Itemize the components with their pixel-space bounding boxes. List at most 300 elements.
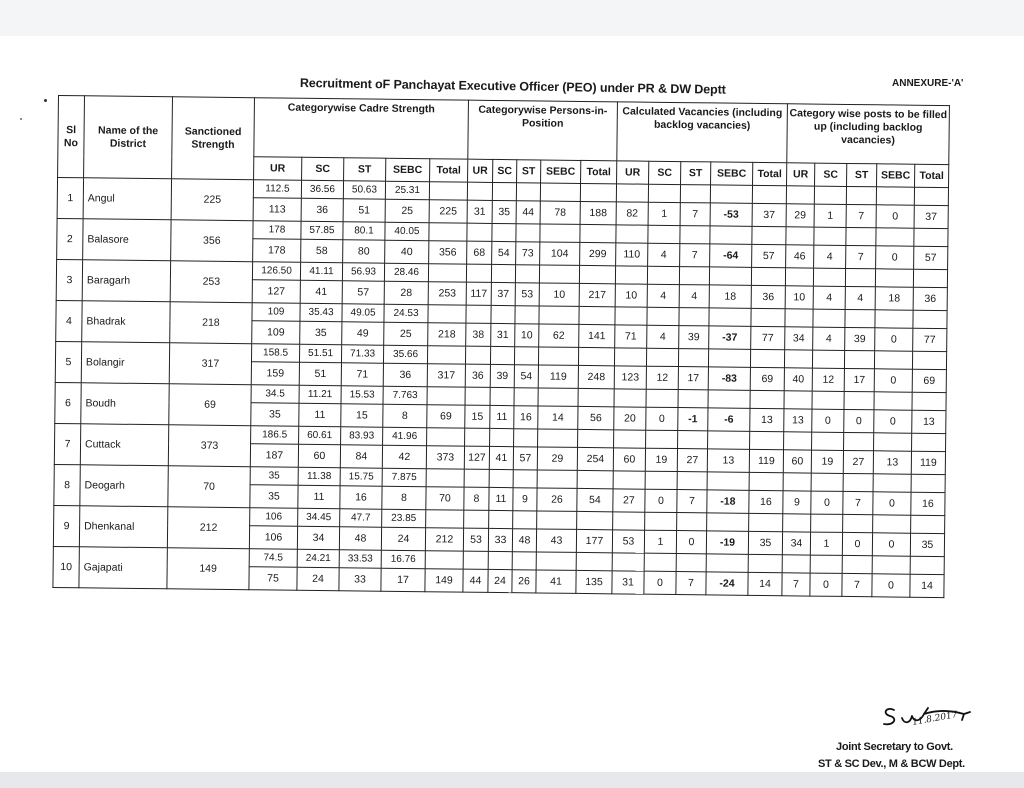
- empty-cell: [490, 387, 514, 405]
- vacancies-sebc-cell: -24: [706, 572, 748, 595]
- empty-cell: [577, 511, 613, 529]
- empty-cell: [752, 185, 786, 203]
- cadre-exact-ur: 186.5: [251, 426, 299, 445]
- sanctioned-strength-cell: 253: [170, 261, 252, 303]
- cadre-exact-sc: 11.38: [298, 467, 340, 485]
- empty-cell: [647, 307, 679, 325]
- empty-cell: [579, 265, 615, 283]
- persons-total-cell: 54: [577, 488, 613, 511]
- sl-no-cell: 8: [54, 464, 80, 505]
- empty-cell: [515, 265, 539, 283]
- cadre-sebc-cell: 8: [383, 404, 427, 427]
- empty-cell: [785, 309, 813, 327]
- cadre-exact-sebc: 24.53: [384, 304, 428, 322]
- empty-cell: [427, 428, 465, 446]
- empty-cell: [707, 472, 749, 490]
- signature-date: 11.8.2017: [911, 710, 959, 728]
- empty-cell: [513, 511, 537, 529]
- posts-ur-cell: 60: [783, 450, 811, 473]
- posts-st-cell: 7: [843, 491, 873, 514]
- sl-no-cell: 4: [56, 300, 82, 341]
- persons-total-cell: 135: [576, 570, 612, 593]
- empty-cell: [578, 388, 614, 406]
- header-persons-total: Total: [581, 160, 617, 183]
- cadre-exact-sebc: 35.66: [383, 345, 427, 363]
- cadre-exact-st: 56.93: [342, 263, 384, 281]
- posts-sc-cell: 12: [812, 368, 844, 391]
- district-name-cell: Boudh: [81, 383, 169, 425]
- persons-sebc-cell: 119: [538, 365, 578, 388]
- vacancies-sc-cell: 19: [645, 448, 677, 471]
- empty-cell: [842, 555, 872, 573]
- empty-cell: [539, 265, 579, 283]
- posts-st-cell: 4: [845, 286, 875, 309]
- recruitment-table: [52, 95, 950, 598]
- empty-cell: [914, 228, 948, 246]
- cadre-total-cell: 149: [425, 569, 463, 592]
- persons-ur-cell: 36: [465, 364, 490, 387]
- persons-sebc-cell: 104: [540, 242, 580, 265]
- empty-cell: [708, 349, 750, 367]
- posts-sc-cell: 1: [810, 532, 842, 555]
- vacancies-sebc-cell: 18: [709, 285, 751, 308]
- empty-cell: [676, 554, 706, 572]
- persons-st-cell: 48: [512, 529, 536, 552]
- empty-cell: [874, 392, 912, 410]
- empty-cell: [872, 556, 910, 574]
- empty-cell: [843, 514, 873, 532]
- empty-cell: [464, 469, 489, 487]
- posts-total-cell: 57: [914, 246, 948, 269]
- empty-cell: [783, 514, 811, 532]
- persons-st-cell: 10: [515, 324, 539, 347]
- persons-total-cell: 217: [579, 283, 615, 306]
- empty-cell: [491, 264, 515, 282]
- header-vacancies-sebc: SEBC: [711, 162, 753, 185]
- empty-cell: [912, 433, 946, 451]
- empty-cell: [911, 474, 945, 492]
- empty-cell: [464, 510, 489, 528]
- viewer-top-bar: [0, 0, 1024, 36]
- header-group-posts: Category wise posts to be filled up (including backlog vacancies): [787, 104, 950, 165]
- cadre-exact-ur: 34.5: [251, 385, 299, 404]
- cadre-st-cell: 80: [343, 240, 385, 263]
- empty-cell: [846, 186, 876, 204]
- sanctioned-strength-cell: 212: [167, 507, 249, 549]
- empty-cell: [513, 470, 537, 488]
- persons-sc-cell: 37: [491, 282, 515, 305]
- posts-sc-cell: 0: [810, 573, 842, 596]
- persons-sebc-cell: 41: [536, 570, 576, 593]
- document-page: [0, 36, 1024, 772]
- cadre-st-cell: 71: [341, 363, 383, 386]
- empty-cell: [647, 266, 679, 284]
- district-name-cell: Balasore: [83, 219, 171, 261]
- posts-sc-cell: 4: [814, 245, 846, 268]
- vacancies-total-cell: 119: [749, 449, 783, 472]
- sl-no-cell: 1: [57, 178, 83, 219]
- empty-cell: [427, 387, 465, 405]
- empty-cell: [514, 347, 538, 365]
- posts-ur-cell: 9: [783, 491, 811, 514]
- vacancies-sc-cell: 0: [646, 407, 678, 430]
- empty-cell: [427, 346, 465, 364]
- empty-cell: [873, 515, 911, 533]
- empty-cell: [537, 470, 577, 488]
- cadre-exact-ur: 158.5: [251, 344, 299, 363]
- cadre-exact-sc: 41.11: [300, 262, 342, 280]
- empty-cell: [514, 429, 538, 447]
- empty-cell: [539, 306, 579, 324]
- persons-sc-cell: 39: [490, 364, 514, 387]
- cadre-exact-st: 15.75: [340, 468, 382, 486]
- empty-cell: [538, 429, 578, 447]
- persons-ur-cell: 117: [466, 282, 491, 305]
- empty-cell: [465, 387, 490, 405]
- posts-total-cell: 37: [914, 205, 948, 228]
- vacancies-ur-cell: 60: [613, 448, 645, 471]
- empty-cell: [578, 347, 614, 365]
- cadre-exact-st: 49.05: [342, 304, 384, 322]
- cadre-ur-cell: 35: [250, 485, 298, 509]
- persons-ur-cell: 8: [464, 487, 489, 510]
- cadre-st-cell: 16: [340, 486, 382, 509]
- vacancies-ur-cell: 20: [614, 407, 646, 430]
- empty-cell: [489, 469, 513, 487]
- vacancies-sebc-cell: -53: [710, 203, 752, 226]
- persons-sc-cell: 11: [489, 487, 513, 510]
- cadre-total-cell: 225: [429, 200, 467, 223]
- cadre-exact-ur: 74.5: [249, 549, 297, 568]
- empty-cell: [783, 473, 811, 491]
- empty-cell: [614, 348, 646, 366]
- empty-cell: [614, 389, 646, 407]
- empty-cell: [645, 471, 677, 489]
- empty-cell: [912, 392, 946, 410]
- header-persons-sebc: SEBC: [541, 160, 581, 183]
- persons-total-cell: 141: [579, 324, 615, 347]
- cadre-st-cell: 84: [340, 445, 382, 468]
- cadre-sc-cell: 35: [300, 321, 342, 344]
- empty-cell: [616, 225, 648, 243]
- empty-cell: [786, 186, 814, 204]
- empty-cell: [677, 472, 707, 490]
- sanctioned-strength-cell: 356: [171, 220, 253, 262]
- empty-cell: [463, 551, 488, 569]
- empty-cell: [750, 431, 784, 449]
- sl-no-cell: 2: [57, 218, 83, 259]
- empty-cell: [679, 267, 709, 285]
- cadre-st-cell: 48: [339, 527, 381, 550]
- cadre-exact-ur: 126.50: [252, 262, 300, 281]
- empty-cell: [648, 184, 680, 202]
- empty-cell: [845, 309, 875, 327]
- persons-sebc-cell: 26: [537, 488, 577, 511]
- posts-total-cell: 13: [912, 410, 946, 433]
- empty-cell: [844, 350, 874, 368]
- header-posts-st: ST: [847, 163, 877, 186]
- sanctioned-strength-cell: 149: [167, 548, 249, 590]
- district-name-cell: Cuttack: [80, 424, 168, 466]
- empty-cell: [785, 268, 813, 286]
- posts-sebc-cell: 0: [876, 205, 914, 228]
- sanctioned-strength-cell: 70: [168, 466, 250, 508]
- header-vacancies-total: Total: [753, 162, 787, 185]
- cadre-ur-cell: 127: [252, 280, 300, 304]
- empty-cell: [876, 228, 914, 246]
- posts-ur-cell: 7: [782, 573, 810, 596]
- cadre-ur-cell: 178: [253, 239, 301, 263]
- empty-cell: [576, 552, 612, 570]
- viewer-bottom-bar: [0, 772, 1024, 788]
- persons-sebc-cell: 10: [539, 283, 579, 306]
- posts-total-cell: 119: [911, 451, 945, 474]
- empty-cell: [466, 305, 491, 323]
- persons-ur-cell: 68: [467, 241, 492, 264]
- persons-ur-cell: 31: [467, 200, 492, 223]
- empty-cell: [429, 182, 467, 200]
- header-cadre-st: ST: [344, 158, 386, 181]
- persons-sc-cell: 41: [489, 446, 513, 469]
- recruitment-table-wrapper: [52, 95, 950, 598]
- empty-cell: [612, 553, 644, 571]
- empty-cell: [875, 269, 913, 287]
- posts-sebc-cell: 0: [872, 574, 910, 597]
- empty-cell: [784, 350, 812, 368]
- posts-sebc-cell: 18: [875, 287, 913, 310]
- sl-no-cell: 9: [53, 505, 79, 546]
- empty-cell: [910, 556, 944, 574]
- empty-cell: [613, 471, 645, 489]
- empty-cell: [814, 186, 846, 204]
- district-name-cell: Bhadrak: [82, 301, 170, 343]
- persons-st-cell: 9: [513, 488, 537, 511]
- empty-cell: [912, 351, 946, 369]
- vacancies-st-cell: 4: [679, 285, 709, 308]
- sl-no-cell: 3: [56, 259, 82, 300]
- persons-sc-cell: 24: [488, 569, 512, 592]
- cadre-exact-ur: 109: [252, 303, 300, 322]
- posts-st-cell: 27: [843, 450, 873, 473]
- header-vacancies-sc: SC: [649, 161, 681, 184]
- persons-total-cell: 188: [580, 201, 616, 224]
- empty-cell: [516, 183, 540, 201]
- vacancies-st-cell: 0: [676, 531, 706, 554]
- empty-cell: [874, 351, 912, 369]
- persons-sebc-cell: 29: [537, 447, 577, 470]
- empty-cell: [751, 267, 785, 285]
- posts-total-cell: 35: [910, 533, 944, 556]
- empty-cell: [811, 514, 843, 532]
- vacancies-sebc-cell: -83: [708, 367, 750, 390]
- annexure-label: ANNEXURE-'A': [892, 78, 964, 89]
- cadre-exact-sc: 24.21: [297, 549, 339, 567]
- empty-cell: [710, 185, 752, 203]
- header-posts-ur: UR: [787, 163, 815, 186]
- persons-total-cell: 254: [577, 447, 613, 470]
- vacancies-st-cell: 7: [680, 244, 710, 267]
- vacancies-total-cell: 77: [751, 326, 785, 349]
- persons-ur-cell: 15: [465, 405, 490, 428]
- header-posts-sebc: SEBC: [877, 164, 915, 187]
- persons-total-cell: 56: [578, 406, 614, 429]
- posts-sebc-cell: 13: [873, 451, 911, 474]
- header-row-groups: [58, 96, 950, 165]
- header-persons-sc: SC: [493, 159, 517, 182]
- empty-cell: [749, 513, 783, 531]
- header-group-persons: Categorywise Persons-in-Position: [468, 100, 618, 161]
- cadre-exact-ur: 35: [250, 467, 298, 486]
- empty-cell: [490, 428, 514, 446]
- vacancies-total-cell: 13: [750, 408, 784, 431]
- empty-cell: [644, 553, 676, 571]
- empty-cell: [615, 266, 647, 284]
- empty-cell: [914, 187, 948, 205]
- posts-ur-cell: 29: [786, 204, 814, 227]
- persons-sebc-cell: 62: [539, 324, 579, 347]
- posts-sebc-cell: 0: [874, 410, 912, 433]
- vacancies-total-cell: 57: [752, 244, 786, 267]
- empty-cell: [876, 187, 914, 205]
- vacancies-total-cell: 35: [748, 531, 782, 554]
- empty-cell: [752, 226, 786, 244]
- empty-cell: [492, 223, 516, 241]
- cadre-exact-st: 71.33: [341, 345, 383, 363]
- empty-cell: [813, 268, 845, 286]
- header-sl-no: Sl No: [58, 96, 85, 178]
- cadre-sebc-cell: 42: [382, 445, 426, 468]
- cadre-sebc-cell: 36: [383, 363, 427, 386]
- empty-cell: [749, 472, 783, 490]
- empty-cell: [616, 184, 648, 202]
- cadre-total-cell: 317: [427, 364, 465, 387]
- cadre-total-cell: 218: [428, 323, 466, 346]
- persons-st-cell: 57: [513, 447, 537, 470]
- persons-st-cell: 26: [512, 570, 536, 593]
- cadre-st-cell: 15: [341, 404, 383, 427]
- vacancies-ur-cell: 27: [613, 489, 645, 512]
- cadre-sebc-cell: 8: [382, 486, 426, 509]
- posts-sc-cell: 4: [813, 327, 845, 350]
- empty-cell: [707, 513, 749, 531]
- empty-cell: [580, 183, 616, 201]
- empty-cell: [710, 226, 752, 244]
- scan-speck: [20, 118, 22, 120]
- document-title: Recruitment oF Panchayat Executive Officer (PEO) under PR & DW Deptt: [299, 76, 726, 97]
- district-name-cell: Gajapati: [79, 547, 167, 589]
- header-sanctioned: Sanctioned Strength: [172, 97, 255, 180]
- empty-cell: [844, 391, 874, 409]
- cadre-ur-cell: 113: [253, 198, 301, 222]
- cadre-sc-cell: 24: [297, 567, 339, 590]
- empty-cell: [491, 305, 515, 323]
- cadre-exact-st: 50.63: [343, 181, 385, 199]
- posts-sc-cell: 19: [811, 450, 843, 473]
- vacancies-total-cell: 37: [752, 203, 786, 226]
- posts-sebc-cell: 0: [873, 492, 911, 515]
- posts-ur-cell: 34: [782, 532, 810, 555]
- posts-total-cell: 77: [913, 328, 947, 351]
- sl-no-cell: 10: [53, 546, 79, 587]
- empty-cell: [536, 552, 576, 570]
- cadre-exact-sebc: 28.46: [384, 263, 428, 281]
- vacancies-st-cell: 7: [680, 203, 710, 226]
- cadre-exact-st: 80.1: [343, 222, 385, 240]
- header-vacancies-ur: UR: [617, 161, 649, 184]
- posts-ur-cell: 40: [784, 368, 812, 391]
- empty-cell: [750, 390, 784, 408]
- empty-cell: [489, 510, 513, 528]
- cadre-sebc-cell: 17: [381, 568, 425, 591]
- empty-cell: [577, 470, 613, 488]
- cadre-sc-cell: 36: [301, 198, 343, 221]
- cadre-sc-cell: 51: [299, 362, 341, 385]
- cadre-sebc-cell: 40: [385, 240, 429, 263]
- header-cadre-ur: UR: [254, 157, 302, 181]
- empty-cell: [429, 223, 467, 241]
- cadre-ur-cell: 106: [249, 526, 297, 550]
- vacancies-total-cell: 69: [750, 367, 784, 390]
- cadre-exact-sebc: 41.96: [383, 427, 427, 445]
- vacancies-sc-cell: 0: [645, 489, 677, 512]
- vacancies-sebc-cell: 13: [707, 449, 749, 472]
- empty-cell: [748, 554, 782, 572]
- header-cadre-sebc: SEBC: [386, 158, 430, 181]
- empty-cell: [708, 431, 750, 449]
- vacancies-sebc-cell: -6: [708, 408, 750, 431]
- empty-cell: [784, 432, 812, 450]
- posts-sc-cell: 1: [814, 204, 846, 227]
- empty-cell: [540, 183, 580, 201]
- empty-cell: [426, 510, 464, 528]
- header-cadre-sc: SC: [302, 157, 344, 180]
- empty-cell: [811, 473, 843, 491]
- empty-cell: [845, 268, 875, 286]
- cadre-exact-sebc: 23.85: [382, 509, 426, 527]
- cadre-exact-st: 33.53: [339, 550, 381, 568]
- cadre-exact-sebc: 7.875: [382, 468, 426, 486]
- persons-ur-cell: 127: [464, 446, 489, 469]
- empty-cell: [813, 309, 845, 327]
- empty-cell: [467, 223, 492, 241]
- cadre-st-cell: 49: [342, 322, 384, 345]
- empty-cell: [812, 350, 844, 368]
- empty-cell: [492, 182, 516, 200]
- vacancies-sc-cell: 4: [647, 325, 679, 348]
- empty-cell: [678, 349, 708, 367]
- cadre-exact-sc: 51.51: [299, 344, 341, 362]
- posts-sebc-cell: 0: [872, 533, 910, 556]
- cadre-total-cell: 69: [427, 405, 465, 428]
- table-body: [53, 178, 949, 598]
- persons-st-cell: 16: [514, 406, 538, 429]
- empty-cell: [578, 429, 614, 447]
- empty-cell: [913, 269, 947, 287]
- cadre-exact-sc: 57.85: [301, 221, 343, 239]
- cadre-exact-sc: 34.45: [298, 508, 340, 526]
- cadre-exact-sc: 35.43: [300, 303, 342, 321]
- empty-cell: [426, 469, 464, 487]
- posts-ur-cell: 10: [785, 286, 813, 309]
- empty-cell: [751, 308, 785, 326]
- district-name-cell: Deogarh: [80, 465, 168, 507]
- empty-cell: [465, 346, 490, 364]
- empty-cell: [614, 430, 646, 448]
- header-cadre-total: Total: [430, 159, 468, 182]
- empty-cell: [680, 185, 710, 203]
- cadre-exact-sc: 11.21: [299, 385, 341, 403]
- empty-cell: [814, 227, 846, 245]
